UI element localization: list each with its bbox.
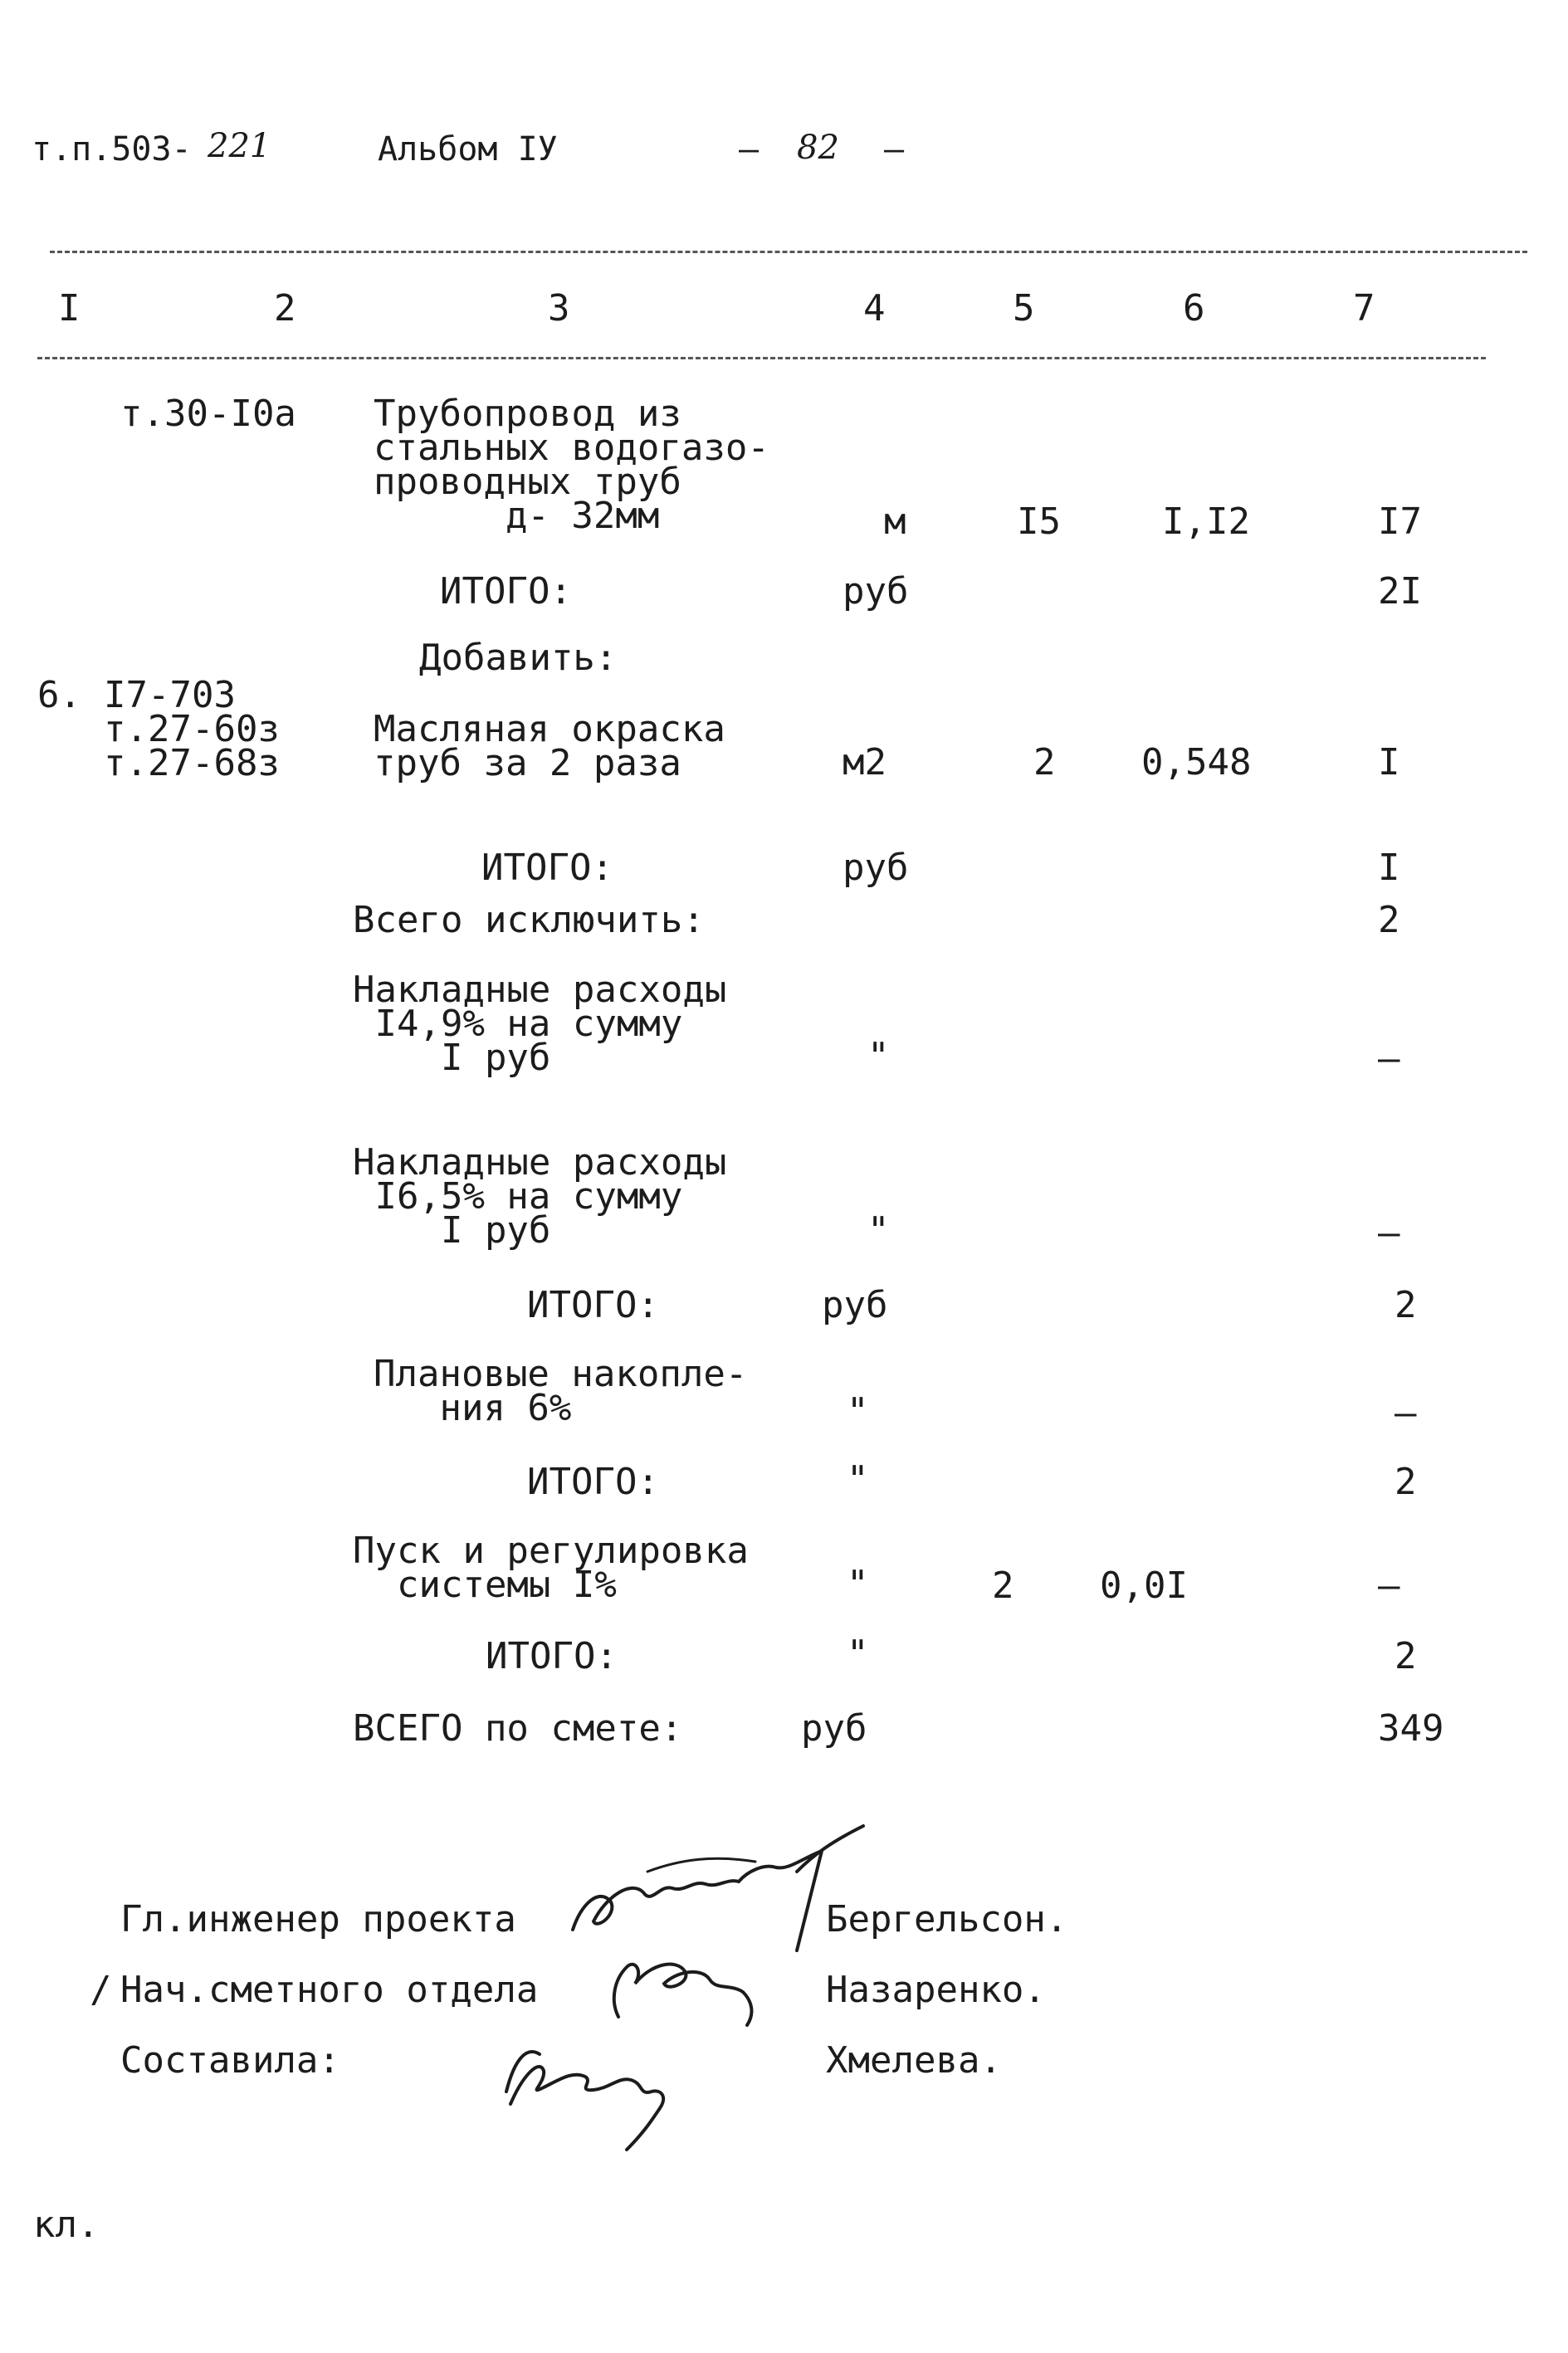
row-name: Пуск и регулировка системы I%	[353, 1530, 749, 1606]
row-name: Всего исключить:	[353, 899, 705, 941]
row-total: –	[1378, 1212, 1400, 1254]
row-total: –	[1395, 1392, 1417, 1434]
row-name: Трубопровод из стальных водогазо- проводных труб д- 32мм	[374, 393, 769, 537]
row-code: т.30-I0а	[120, 393, 296, 435]
row-total: 2I	[1378, 570, 1422, 613]
row-qty: 2	[1033, 741, 1056, 784]
row-total: 2	[1395, 1461, 1417, 1503]
row-code: I7-703 т.27-60з т.27-68з	[104, 674, 280, 784]
row-total: I	[1378, 847, 1400, 889]
signature-role: Составила:	[120, 2039, 340, 2082]
footer-mark: кл.	[33, 2204, 100, 2246]
row-total: –	[1378, 1037, 1400, 1080]
row-price: 0,548	[1141, 741, 1252, 784]
column-number: 7	[1353, 287, 1375, 330]
row-total: 2	[1395, 1284, 1417, 1326]
row-unit: руб	[843, 570, 909, 613]
row-total: 349	[1378, 1707, 1444, 1750]
row-name: ИТОГО:	[486, 1635, 618, 1677]
row-qty: 2	[992, 1565, 1014, 1607]
signature-name: Бергельсон.	[826, 1898, 1068, 1940]
row-name: Накладные расходы I4,9% на сумму I руб	[353, 969, 727, 1079]
row-name: ИТОГО:	[527, 1284, 659, 1326]
row-price: 0,0I	[1100, 1565, 1188, 1607]
column-number: I	[58, 287, 81, 330]
row-unit: "	[847, 1390, 869, 1433]
row-unit: "	[847, 1563, 869, 1605]
row-total: I	[1378, 741, 1400, 784]
row-name: ИТОГО:	[481, 847, 613, 889]
row-unit: "	[847, 1633, 869, 1675]
top-rule	[50, 251, 1527, 253]
row-name: ИТОГО:	[440, 570, 572, 613]
row-unit: "	[847, 1458, 869, 1501]
row-unit: "	[867, 1209, 890, 1252]
row-price: I,I2	[1162, 500, 1250, 543]
margin-mark: /	[90, 1969, 112, 2011]
column-number: 5	[1013, 287, 1035, 330]
row-total: –	[1378, 1565, 1400, 1607]
column-number: 3	[548, 287, 570, 330]
row-total: I7	[1378, 500, 1422, 543]
page-dash-right: –	[884, 130, 905, 168]
row-name: Масляная окраска труб за 2 раза	[374, 708, 725, 784]
page-number: 82	[797, 129, 839, 167]
row-unit: руб	[822, 1284, 888, 1326]
signature-name: Хмелева.	[826, 2039, 1002, 2082]
row-number: 6.	[37, 674, 81, 716]
row-unit: "	[867, 1035, 890, 1077]
signature-name: Назаренко.	[826, 1969, 1046, 2011]
row-name: ВСЕГО по смете:	[353, 1707, 683, 1750]
column-number: 4	[863, 287, 886, 330]
row-unit: руб	[843, 847, 909, 889]
row-unit: руб	[801, 1707, 867, 1750]
doc-prefix: т.п.503-	[32, 130, 192, 168]
handwritten-signature-department-head	[585, 1934, 776, 2033]
row-name: Накладные расходы I6,5% на сумму I руб	[353, 1141, 727, 1252]
row-total: 2	[1395, 1635, 1417, 1677]
row-total: 2	[1378, 899, 1400, 941]
album-label: Альбом IУ	[378, 130, 558, 168]
row-name: ИТОГО:	[527, 1461, 659, 1503]
row-name: Добавить:	[419, 637, 618, 679]
row-unit: м2	[843, 741, 887, 784]
handwritten-signature-compiler	[494, 2025, 701, 2158]
signature-role: Гл.инженер проекта	[120, 1898, 516, 1940]
column-header-rule	[37, 357, 1486, 359]
row-unit: м	[884, 500, 906, 543]
column-number: 2	[274, 287, 296, 330]
column-number: 6	[1183, 287, 1205, 330]
page-dash-left: –	[739, 130, 760, 168]
row-qty: I5	[1017, 500, 1061, 543]
row-name: Плановые накопле- ния 6%	[374, 1353, 748, 1429]
signature-role: Нач.сметного отдела	[120, 1969, 539, 2011]
doc-number: 221	[208, 127, 271, 165]
